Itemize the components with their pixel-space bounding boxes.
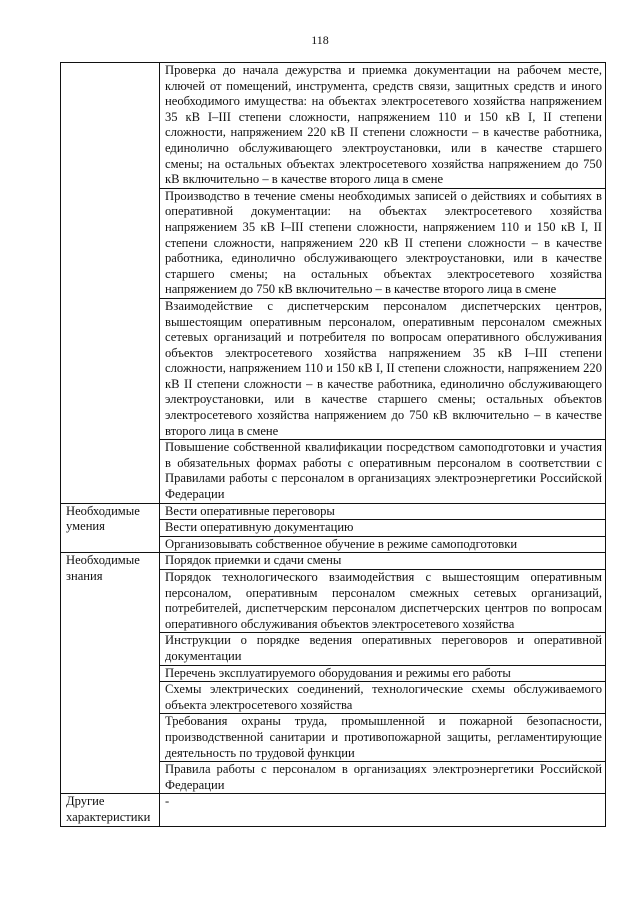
table-cell-knowledge: Инструкции о порядке ведения оперативных переговоров и оперативной документации	[160, 633, 606, 665]
labor-function-table	[60, 62, 606, 827]
table-row	[61, 503, 606, 520]
table-cell-action: Проверка до начала дежурства и приемка документации на рабочем месте, ключей от помещений, инструмента, средств связи, защитных средств и иного необходимого имущества: на объектах электросетевого хозяйства напряжением 35 кВ I–III степени сложности, напряжением 110 и 150 кВ I, II степени сложности, напряжением 220 кВ II степени сложности – в качестве работника, единолично обслуживающего электроустановки, или в качестве старшего смены; на остальных объектах электросетевого хозяйства напряжением до 750 кВ включительно – в качестве второго лица в смене	[160, 63, 606, 189]
table-cell-skill: Вести оперативные переговоры	[160, 503, 606, 520]
table-cell-action: Взаимодействие с диспетчерским персоналом диспетчерских центров, вышестоящим оперативным персоналом, оперативным персоналом смежных сетевых организаций и потребителя по вопросам оперативного обслуживания объектов электросетевого хозяйства напряжением 35 кВ I–III степени сложности, напряжением 110 и 150 кВ I, II степени сложности, напряжением 220 кВ II степени сложности – в качестве работника, единолично обслуживающего электроустановки, или в качестве старшего смены; остальных объектов электросетевого хозяйства напряжением до 750 кВ включительно – в качестве второго лица в смене	[160, 298, 606, 439]
table-cell-other: -	[160, 794, 606, 826]
table-cell-skill: Вести оперативную документацию	[160, 520, 606, 537]
row-label-knowledge: Необходимые знания	[61, 553, 160, 794]
table-cell-knowledge: Схемы электрических соединений, технологические схемы обслуживаемого объекта электросетевого хозяйства	[160, 682, 606, 714]
table-cell-knowledge: Требования охраны труда, промышленной и пожарной безопасности, производственной санитарии и противопожарной защиты, регламентирующие деятельность по трудовой функции	[160, 714, 606, 762]
table-cell-knowledge: Правила работы с персоналом в организациях электроэнергетики Российской Федерации	[160, 762, 606, 794]
row-label-skills: Необходимые умения	[61, 503, 160, 553]
table-row	[61, 63, 606, 189]
table-row	[61, 794, 606, 826]
table-cell-knowledge: Перечень эксплуатируемого оборудования и режимы его работы	[160, 665, 606, 682]
table-cell-knowledge: Порядок технологического взаимодействия с вышестоящим оперативным персоналом, оперативным персоналом смежных сетевых организаций, потребителей, диспетчерским персоналом диспетчерских центров по вопросам оперативного обслуживания объектов электросетевого хозяйства	[160, 570, 606, 633]
page-number: 118	[311, 33, 329, 47]
table-body	[61, 63, 606, 827]
table-cell-skill: Организовывать собственное обучение в режиме самоподготовки	[160, 536, 606, 553]
table-row	[61, 553, 606, 570]
table-cell-action: Повышение собственной квалификации посредством самоподготовки и участия в обязательных формах работы с оперативным персоналом в соответствии с Правилами работы с персоналом в организациях электроэнергетики Российской Федерации	[160, 440, 606, 503]
row-label-labor-actions	[61, 63, 160, 504]
row-label-other-characteristics: Другие характеристики	[61, 794, 160, 826]
table-cell-action: Производство в течение смены необходимых записей о действиях и событиях в оперативной документации: на объектах электросетевого хозяйства напряжением 35 кВ I–III степени сложности, напряжением 110 и 150 кВ I, II степени сложности, напряжением 220 кВ II степени сложности – в качестве работника, единолично обслуживающего электроустановки, или в качестве старшего смены; на остальных объектах электросетевого хозяйства напряжением до 750 кВ включительно – в качестве второго лица в смене	[160, 188, 606, 298]
table-cell-knowledge: Порядок приемки и сдачи смены	[160, 553, 606, 570]
